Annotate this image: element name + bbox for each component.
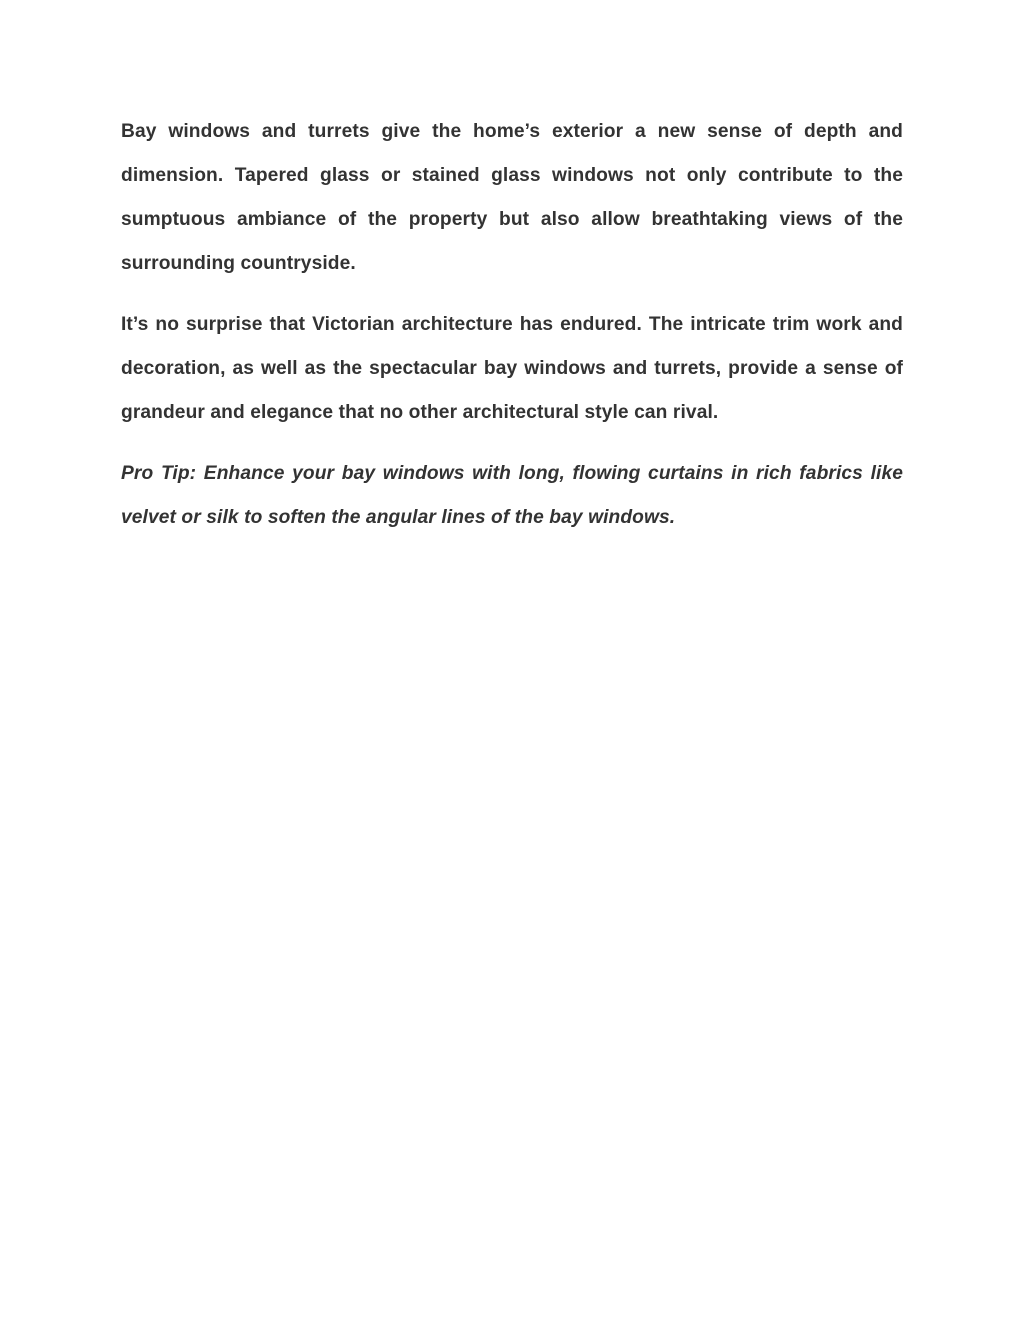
pro-tip: Pro Tip: Enhance your bay windows with long, flowing curtains in rich fabrics like velvet or silk to soften the angular lines of the bay windows.: [121, 463, 903, 528]
paragraph-victorian-architecture: It’s no surprise that Victorian architecture has endured. The intricate trim work and decoration, as well as the spectacular bay windows and turrets, provide a sense of grandeur and elegance that no other architectural style can rival.: [121, 314, 903, 423]
document-body: [121, 110, 903, 557]
paragraph-bay-windows: Bay windows and turrets give the home’s exterior a new sense of depth and dimension. Tapered glass or stained glass windows not only contribute to the sumptuous ambiance of the property but also allow breathtaking views of the surrounding countryside.: [121, 121, 903, 274]
